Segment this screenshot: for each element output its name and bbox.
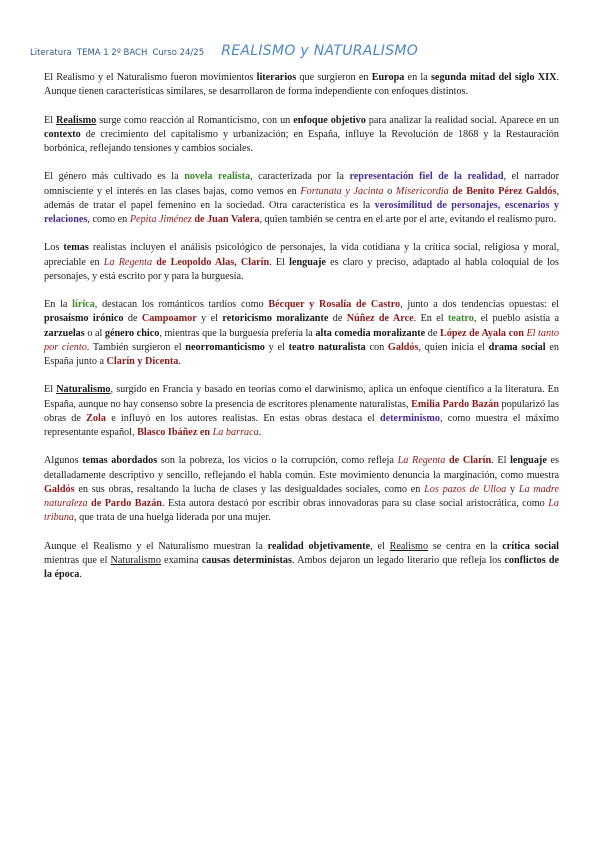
- header-title: REALISMO y NATURALISMO: [221, 43, 419, 59]
- text-run: .: [258, 427, 262, 438]
- text-run: , el narrador omnisciente y el interés en las clases bajas, como vemos en: [44, 171, 559, 197]
- text-run: alta comedia moralizante: [315, 327, 426, 339]
- text-run: drama social: [488, 341, 546, 353]
- text-run: .: [79, 569, 82, 580]
- text-run: Naturalismo: [110, 554, 161, 566]
- text-run: es claro y preciso, adaptado al habla coloquial de los personajes, y está escrito por y para la burguesía.: [44, 256, 559, 282]
- text-run: de crecimiento del capitalismo y urbanización; en España, influye la Revolución de 1868 y la Restauración borbónica, reflejando tensiones y cambios sociales.: [44, 128, 559, 154]
- text-run: con: [365, 341, 388, 353]
- text-run: Aunque el Realismo y el Naturalismo muestran la: [44, 540, 268, 552]
- header-course: TEMA 1 2º BACH: [76, 48, 148, 58]
- text-run: zarzuelas: [44, 327, 85, 339]
- document-body: [44, 71, 559, 596]
- text-run: López de Ayala con: [439, 327, 524, 339]
- paragraph-intro: [44, 71, 559, 99]
- text-run: e influyó en los autores realistas. En estas obras destaca el: [105, 412, 380, 424]
- text-run: examina: [160, 554, 202, 566]
- text-run: . El: [269, 256, 290, 268]
- text-run: , quien también se centra en el arte por el arte, evitando el realismo puro.: [259, 214, 557, 225]
- text-run: lírica: [72, 299, 95, 311]
- text-run: . Ambos dejaron un legado literario que refleja los: [292, 554, 505, 566]
- text-run: El género más cultivado es la: [44, 171, 185, 183]
- text-run: La tribuna: [44, 498, 559, 524]
- text-run: representación fiel de la realidad: [349, 171, 504, 183]
- text-run: El: [44, 114, 57, 126]
- text-run: Clarín y Dicenta: [106, 356, 179, 367]
- text-run: Pepita Jiménez: [129, 214, 192, 225]
- text-run: .: [178, 356, 181, 367]
- text-run: para analizar la realidad social. Aparece en un: [365, 114, 560, 126]
- text-run: Algunos: [44, 455, 83, 467]
- text-run: . En el: [413, 313, 448, 325]
- text-run: lenguaje: [510, 455, 547, 467]
- paragraph-lirica-teatro: [44, 298, 559, 369]
- paragraph-novela: [44, 170, 559, 227]
- text-run: , junto a dos tendencias opuestas: el: [400, 299, 559, 311]
- text-run: retoricismo moralizante: [222, 313, 329, 325]
- text-run: son la pobreza, los vicios o la corrupción, como refleja: [157, 455, 398, 467]
- text-run: , como muestra el máximo representante español,: [44, 412, 560, 438]
- text-run: y el: [196, 313, 223, 325]
- text-run: de: [123, 313, 142, 325]
- text-run: Zola: [86, 412, 106, 424]
- text-run: Realismo: [389, 540, 429, 552]
- text-run: popularizó las obras de: [44, 398, 559, 424]
- text-run: Misericordia: [395, 185, 449, 197]
- text-run: Campoamor: [141, 313, 197, 325]
- text-run: en España junto a: [44, 341, 559, 367]
- text-run: causas deterministas: [201, 554, 292, 566]
- text-run: , el pueblo asistía a: [473, 313, 559, 325]
- text-run: temas: [63, 242, 89, 254]
- text-run: Emilia Pardo Bazán: [411, 398, 499, 410]
- text-run: , destacan los románticos tardíos como: [94, 299, 269, 311]
- paragraph-realismo: [44, 114, 559, 157]
- text-run: prosaísmo irónico: [44, 313, 124, 325]
- text-run: surge como reacción al Romanticismo, con un: [96, 114, 294, 126]
- text-run: Galdós: [44, 483, 75, 495]
- text-run: de Clarín: [445, 455, 492, 467]
- text-run: teatro: [448, 313, 474, 325]
- text-run: de Pardo Bazán: [87, 498, 162, 509]
- text-run: conflictos de la época: [44, 554, 560, 580]
- text-run: , que trata de una huelga liderada por una mujer.: [74, 512, 271, 524]
- text-run: , el: [370, 540, 390, 552]
- text-run: Los pazos de Ulloa: [424, 483, 507, 495]
- text-run: temas abordados: [82, 455, 158, 467]
- text-run: El Realismo y el Naturalismo fueron movimientos: [44, 72, 257, 83]
- text-run: , además de tratar el papel femenino en la sociedad. Otra característica es la: [44, 185, 560, 211]
- paragraph-temas: [44, 241, 559, 284]
- text-run: Núñez de Arce: [346, 313, 414, 325]
- text-run: que surgieron en: [296, 72, 372, 83]
- text-run: Los: [44, 242, 64, 254]
- page-header: [30, 40, 419, 59]
- text-run: Bécquer y Rosalía de Castro: [268, 299, 401, 311]
- text-run: Blasco Ibáñez en: [137, 427, 211, 438]
- text-run: , mientras que la burguesía prefería la: [159, 327, 316, 339]
- text-run: La Regenta: [103, 256, 153, 268]
- text-run: Realismo: [56, 114, 97, 126]
- paragraph-naturalismo: [44, 383, 559, 440]
- text-run: La barraca: [210, 427, 259, 438]
- text-run: , quien inicia el: [418, 341, 489, 353]
- text-run: género chico: [104, 327, 160, 339]
- text-run: La Regenta: [397, 455, 446, 467]
- text-run: . Aunque tienen características similares, se desarrollaron de forma independiente con enfoques distintos.: [44, 72, 559, 98]
- text-run: teatro naturalista: [288, 341, 366, 353]
- text-run: neorromanticismo: [185, 341, 265, 353]
- text-run: . Esta autora destacó por escribir obras innovadoras para su clase social aristocrática, como: [161, 498, 549, 509]
- text-run: . También surgieron el: [86, 341, 186, 353]
- header-year: Curso 24/25: [152, 48, 205, 58]
- text-run: mientras que el: [44, 554, 111, 566]
- text-run: segunda mitad del siglo XIX: [430, 72, 557, 83]
- header-subject: Literatura: [30, 48, 72, 58]
- text-run: realistas incluyen el análisis psicológico de personajes, la vida cotidiana y la crítica social, religiosa y moral, apreciable en: [44, 242, 559, 268]
- text-run: o: [383, 185, 396, 197]
- text-run: novela realista: [184, 171, 251, 183]
- text-run: crítica social: [502, 540, 560, 552]
- text-run: de Benito Pérez Galdós: [448, 185, 557, 197]
- text-run: se centra en la: [428, 540, 503, 552]
- text-run: lenguaje: [289, 256, 326, 268]
- text-run: . El: [491, 455, 511, 467]
- text-run: y el: [264, 341, 289, 353]
- text-run: verosimilitud de personajes, escenarios y relaciones: [44, 199, 559, 225]
- text-run: en sus obras, resaltando la lucha de clases y las desigualdades sociales, como en: [74, 483, 425, 495]
- text-run: Fortunata y Jacinta: [300, 185, 384, 197]
- text-run: El: [44, 384, 57, 396]
- text-run: o al: [84, 327, 105, 339]
- paragraph-temas-naturalismo: [44, 454, 559, 525]
- text-run: de: [425, 327, 440, 339]
- text-run: El tanto por ciento: [44, 327, 559, 353]
- text-run: La madre naturaleza: [44, 483, 559, 509]
- text-run: de Leopoldo Alas, Clarín: [152, 256, 270, 268]
- text-run: literarios: [256, 72, 297, 83]
- text-run: contexto: [44, 128, 81, 140]
- text-run: en la: [404, 72, 431, 83]
- text-run: Galdós: [387, 341, 419, 353]
- text-run: En la: [44, 299, 73, 311]
- text-run: y: [506, 483, 519, 495]
- text-run: Naturalismo: [56, 384, 111, 396]
- text-run: de Juan Valera: [191, 214, 260, 225]
- text-run: determinismo: [379, 412, 440, 424]
- paragraph-conclusion: [44, 540, 559, 583]
- text-run: de: [328, 313, 347, 325]
- text-run: es detalladamente descriptivo y sencillo, reflejando el habla común. Este movimiento denuncia la marginación, como muestra: [44, 455, 559, 481]
- text-run: , como en: [87, 214, 130, 225]
- text-run: , surgido en Francia y basado en teorías como el darwinismo, aplica un enfoque científico a la literatura. En España, aunque no hay consenso sobre la presencia de escritores plenamente naturalistas,: [44, 384, 559, 410]
- text-run: Europa: [371, 72, 405, 83]
- text-run: , caracterizada por la: [250, 171, 350, 183]
- text-run: realidad objetivamente: [267, 540, 371, 552]
- text-run: enfoque objetivo: [293, 114, 366, 126]
